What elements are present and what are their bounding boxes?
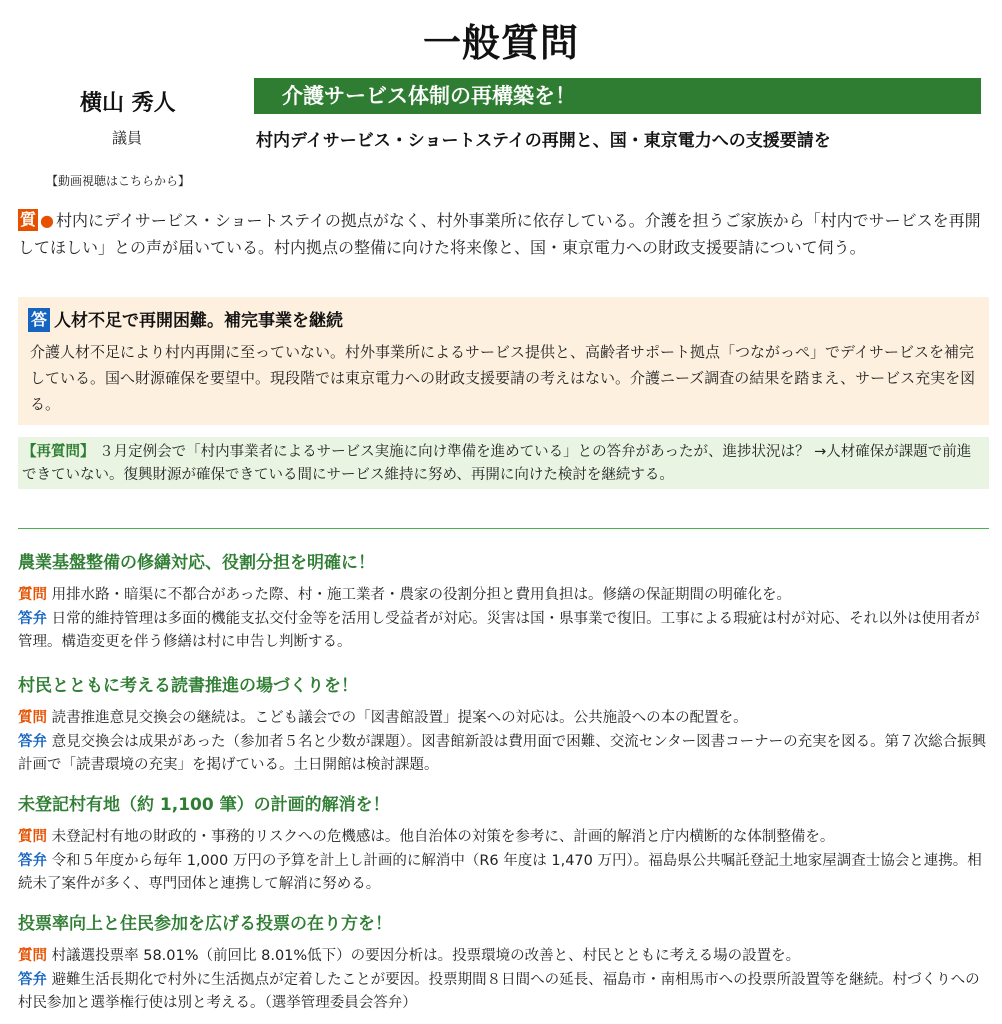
answer-label: 答弁 bbox=[18, 733, 47, 750]
question-text: 未登記村有地の財政的・事務的リスクへの危機感は。他自治体の対策を参考に、計画的解消と庁内横断的な体制整備を。 bbox=[51, 829, 835, 845]
answer-text: 令和５年度から毎年 1,000 万円の予算を計上し計画的に解消中（R6 年度は 1,470 万円）。福島県公共嘱託登記土地家屋調査士協会と連携。相続未了案件が多く、専門団体と連携して解消に努める。 bbox=[18, 852, 982, 892]
member-role: 議員 bbox=[112, 129, 143, 147]
answer-badge: 答 bbox=[28, 308, 50, 332]
question-text: 村議選投票率 58.01%（前回比 8.01%低下）の要因分析は。投票環境の改善と、村民とともに考える場の設置を。 bbox=[51, 948, 801, 964]
topic-title: 村民とともに考える読書推進の場づくりを！ bbox=[18, 676, 358, 696]
question-label: 質問 bbox=[18, 948, 47, 964]
topic-answer bbox=[18, 731, 993, 778]
answer-text: 避難生活長期化で村外に生活拠点が定着したことが要因。投票期間８日間への延長、福島市・南相馬市への投票所設置等を継続。村づくりへの村民参加と選挙権行使は別と考える。（選挙管理委員会答弁） bbox=[18, 971, 980, 1011]
answer-label: 答弁 bbox=[18, 852, 47, 869]
question-label: 質問 bbox=[18, 710, 47, 726]
question-text: 読書推進意見交換会の継続は。こども議会での「図書館設置」提案への対応は。公共施設への本の配置を。 bbox=[51, 710, 748, 726]
answer-text: 意見交換会は成果があった（参加者５名と少数が課題）。図書館新設は費用面で困難、交流センター図書コーナーの充実を図る。第７次総合振興計画で「読書環境の充実」を掲げている。土日開館は検討課題。 bbox=[18, 733, 987, 773]
main-question bbox=[18, 207, 984, 261]
answer-text: 日常的維持管理は多面的機能支払交付金等を活用し受益者が対応。災害は国・県事業で復旧。工事による瑕疵は村が対応、それ以外は使用者が管理。構造変更を伴う修繕は村に申告し判断する。 bbox=[18, 610, 980, 650]
question-label: 質問 bbox=[18, 829, 47, 845]
topic-answer bbox=[18, 608, 993, 655]
topic-question bbox=[18, 584, 993, 608]
main-answer-headline: 人材不足で再開困難。補完事業を継続 bbox=[54, 311, 343, 331]
topic-answer bbox=[18, 969, 993, 1016]
bullet-dot-icon: ● bbox=[40, 211, 54, 230]
re-question-label: 【再質問】 bbox=[22, 444, 95, 460]
re-question-box bbox=[18, 437, 989, 489]
topic-question bbox=[18, 945, 993, 969]
main-question-text: 村内にデイサービス・ショートステイの拠点がなく、村外事業所に依存している。介護を担うご家族から「村内でサービスを再開してほしい」との声が届いている。村内拠点の整備に向けた将来像と、国・東京電力への財政支援要請について伺う。 bbox=[18, 211, 981, 257]
topic-title: 農業基盤整備の修繕対応、役割分担を明確に！ bbox=[18, 553, 375, 573]
subheadline: 村内デイサービス・ショートステイの再開と、国・東京電力への支援要請を bbox=[256, 131, 831, 151]
topic-title: 投票率向上と住民参加を広げる投票の在り方を！ bbox=[18, 914, 392, 934]
topic-unregistered-land bbox=[18, 792, 993, 897]
topic-question bbox=[18, 826, 993, 850]
answer-label: 答弁 bbox=[18, 971, 47, 988]
headline-text: 介護サービス体制の再構築を！ bbox=[282, 84, 576, 108]
topic-title: 未登記村有地（約 1,100 筆）の計画的解消を！ bbox=[18, 795, 390, 815]
video-link[interactable]: 【動画視聴はこちらから】 bbox=[46, 174, 191, 188]
topic-question bbox=[18, 707, 993, 731]
member-name: 横山 秀人 bbox=[80, 91, 176, 116]
main-answer-headline-row bbox=[28, 307, 979, 335]
topic-reading bbox=[18, 673, 993, 778]
question-text: 用排水路・暗渠に不都合があった際、村・施工業者・農家の役割分担と費用負担は。修繕の保証期間の明確化を。 bbox=[51, 587, 791, 603]
question-label: 質問 bbox=[18, 587, 47, 603]
question-badge: 質 bbox=[19, 210, 36, 229]
answer-label: 答弁 bbox=[18, 610, 47, 627]
section-divider bbox=[18, 528, 989, 529]
main-answer-box bbox=[18, 297, 989, 425]
page-title: 一般質問 bbox=[422, 21, 579, 65]
re-question-text: ３月定例会で「村内事業者によるサービス実施に向け準備を進めている」との答弁があったが、進捗状況は？ →人材確保が課題で前進できていない。復興財源が確保できている間にサービス維持に努め、再開に向けた検討を継続する。 bbox=[22, 444, 972, 483]
headline-bar bbox=[254, 78, 981, 114]
topic-agriculture bbox=[18, 550, 993, 655]
main-answer-text: 介護人材不足により村内再開に至っていない。村外事業所によるサービス提供と、高齢者サポート拠点「つながっぺ」でデイサービスを補完している。国へ財源確保を要望中。現段階では東京電力への財政支援要請の考えはない。介護ニーズ調査の結果を踏まえ、サービス充実を図る。 bbox=[30, 343, 976, 413]
topic-voting bbox=[18, 911, 993, 1016]
topic-answer bbox=[18, 850, 993, 897]
